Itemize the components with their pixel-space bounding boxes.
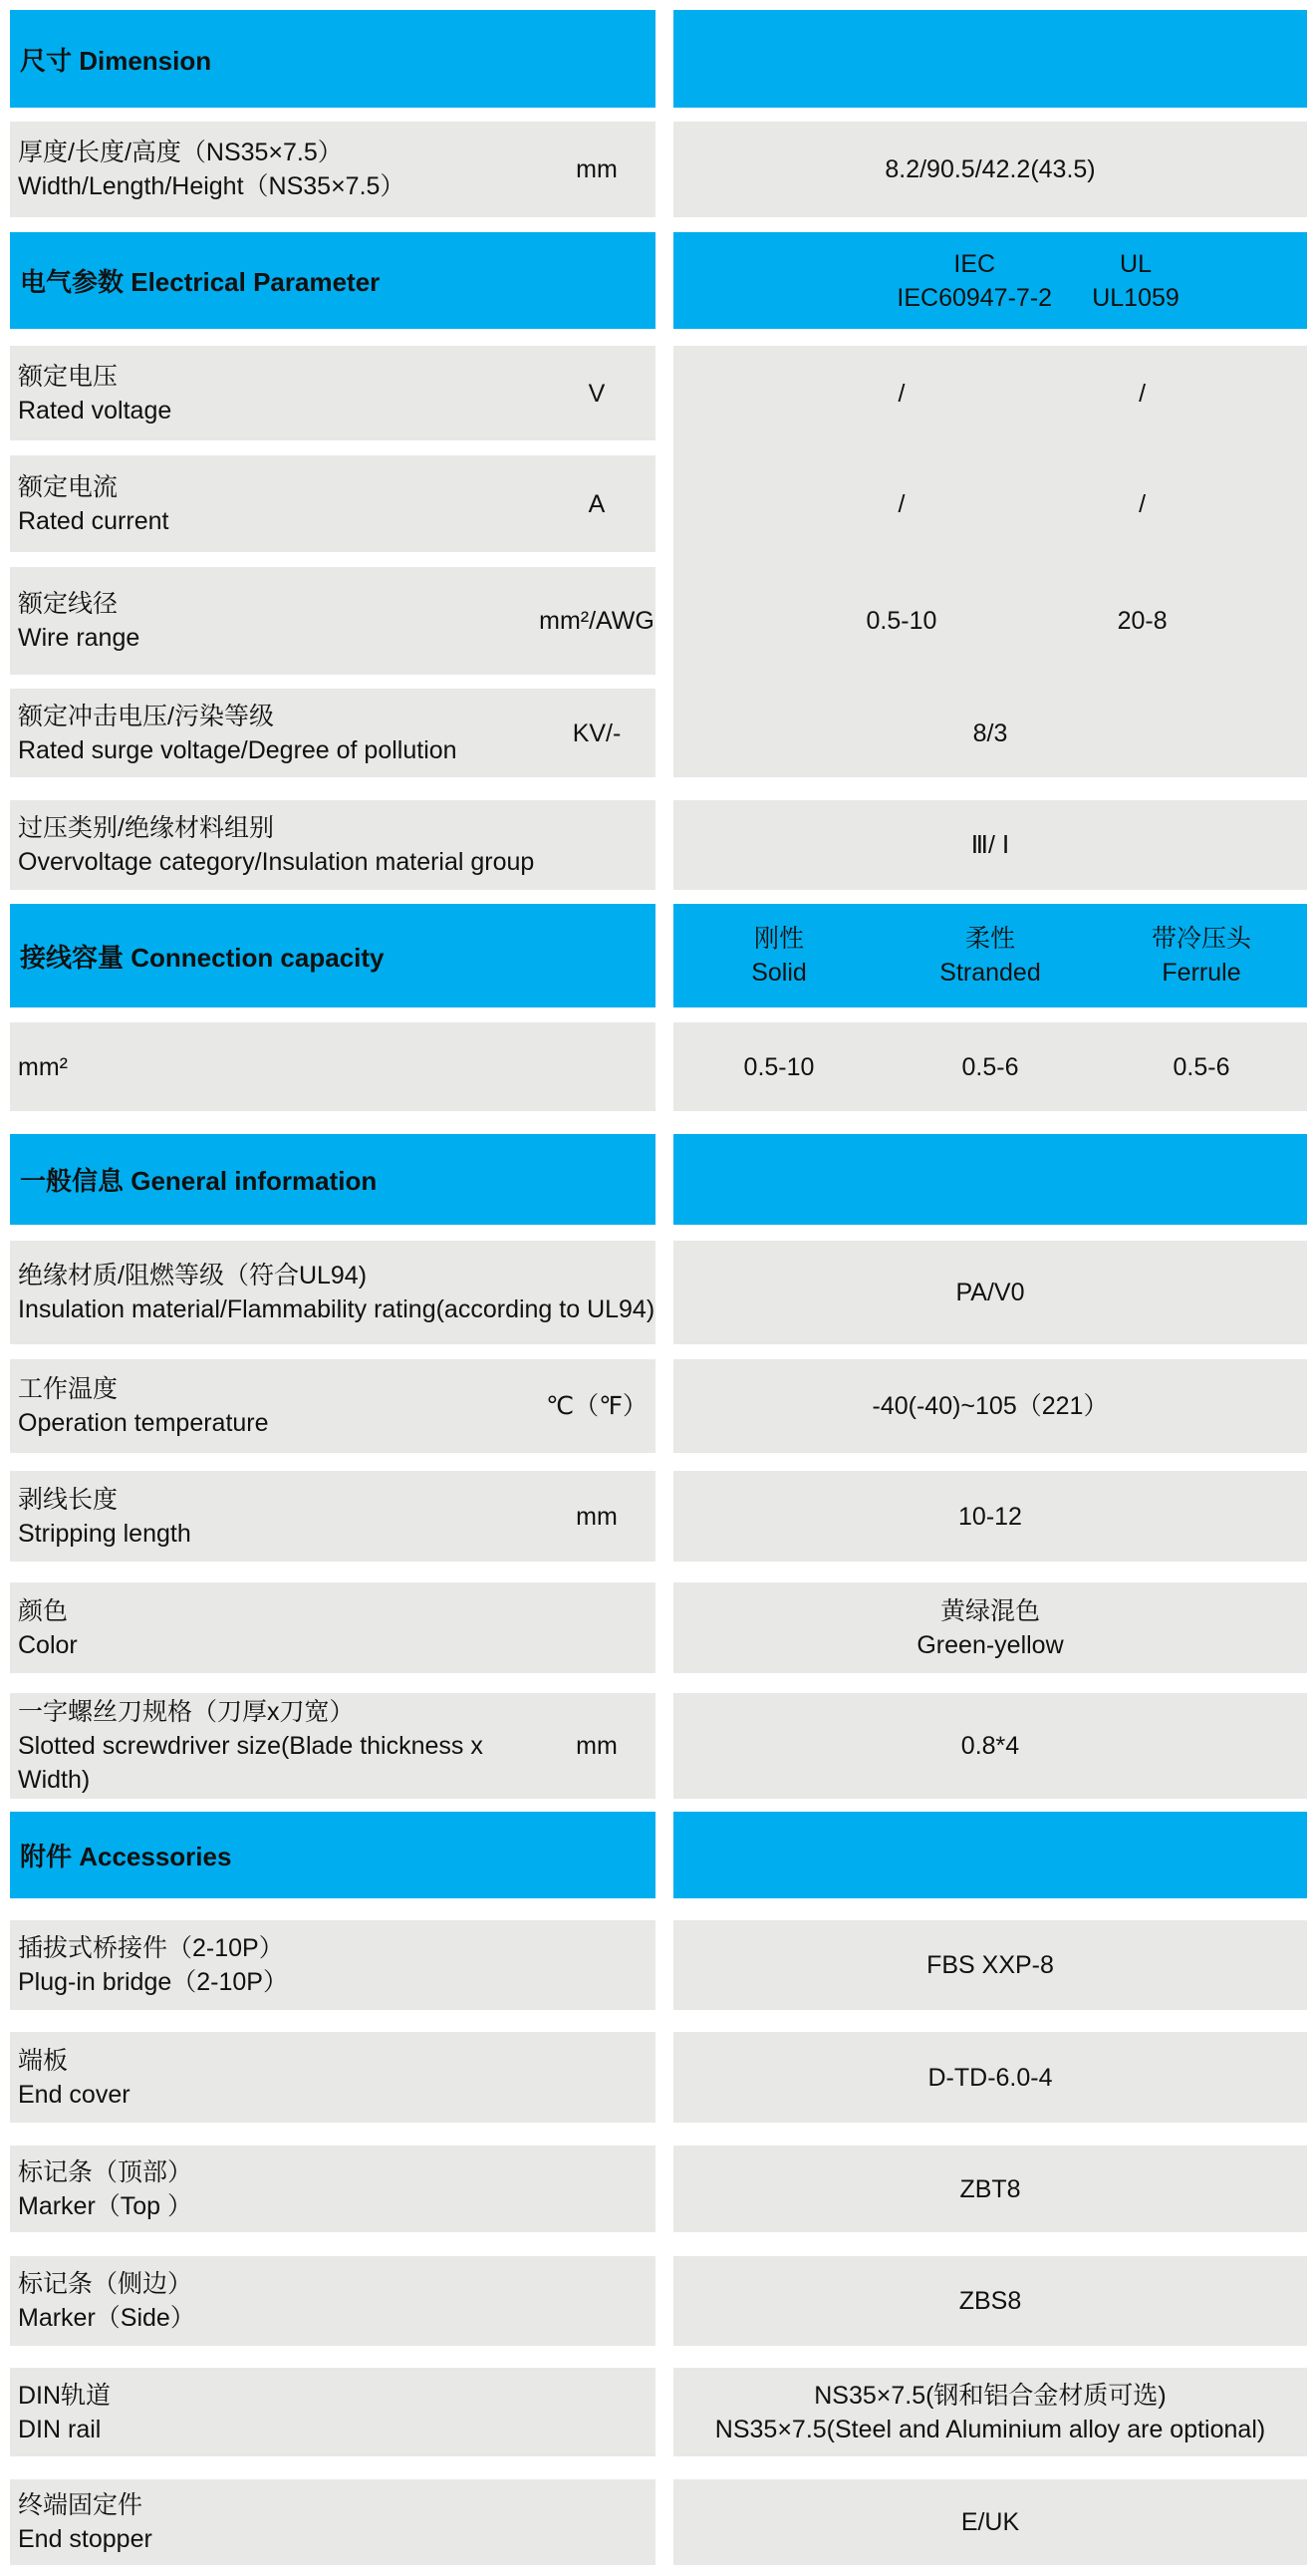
row-value: ZBS8 <box>673 2256 1307 2346</box>
row-surge-voltage <box>10 689 655 777</box>
standard-ul <box>1055 247 1216 315</box>
label-cn: 标记条（侧边） <box>18 2270 193 2298</box>
electrical-group-values <box>673 346 1307 777</box>
value-cn: NS35×7.5(钢和铝合金材质可选) <box>814 2381 1167 2410</box>
label-cn: mm² <box>18 1052 68 1081</box>
row-marker-top <box>10 2146 1307 2232</box>
value-en: Green-yellow <box>916 1630 1064 1659</box>
row-screwdriver-label-cell <box>10 1693 655 1799</box>
row-din-rail <box>10 2368 1307 2456</box>
standard-ul-name: UL <box>1120 249 1152 278</box>
column-stranded-cn: 柔性 <box>964 925 1015 953</box>
row-value: -40(-40)~105（221） <box>673 1359 1307 1453</box>
label-cn: 终端固定件 <box>18 2491 143 2519</box>
section-header-general <box>10 1134 1307 1225</box>
row-label <box>18 1259 655 1326</box>
row-insulation <box>10 1241 1307 1344</box>
row-label <box>18 360 538 428</box>
row-unit: ℃（℉） <box>546 1392 648 1420</box>
row-label <box>18 1594 655 1662</box>
value-two-line <box>916 1594 1063 1662</box>
row-label <box>18 1050 655 1084</box>
section-header-connection <box>10 904 1307 1007</box>
row-temperature-label-cell <box>10 1359 655 1453</box>
standard-iec <box>894 247 1055 315</box>
value-stranded: 0.5-6 <box>961 1052 1019 1081</box>
column-solid-en: Solid <box>751 959 807 987</box>
row-screwdriver <box>10 1693 1307 1799</box>
label-en: End cover <box>18 2080 131 2109</box>
label-cn: DIN轨道 <box>18 2381 112 2410</box>
connection-columns-header <box>673 904 1307 1007</box>
row-label <box>18 2155 655 2223</box>
electrical-group <box>10 346 1307 777</box>
row-din-rail-value <box>673 2368 1307 2456</box>
value-ul: / <box>1139 379 1147 408</box>
section-title-general: 一般信息 General information <box>10 1134 655 1225</box>
label-en: Overvoltage category/Insulation material group <box>18 848 535 876</box>
label-en: Slotted screwdriver size(Blade thickness x Width) <box>18 1732 483 1794</box>
electrical-standards-header <box>673 232 1307 329</box>
section-header-spacer <box>673 10 1307 108</box>
label-en: Plug-in bridge（2-10P） <box>18 1968 288 1996</box>
row-value: 8.2/90.5/42.2(43.5) <box>673 122 1307 217</box>
column-stranded-en: Stranded <box>939 959 1041 987</box>
row-label <box>18 587 538 655</box>
label-en: Marker（Top ） <box>18 2191 193 2220</box>
row-label <box>18 2379 655 2446</box>
row-unit: mm <box>576 155 618 183</box>
row-bridge <box>10 1920 1307 2010</box>
row-label <box>18 811 655 879</box>
label-cn: 厚度/长度/高度（NS35×7.5） <box>18 139 343 166</box>
section-title-accessories: 附件 Accessories <box>10 1812 655 1898</box>
row-label <box>18 1483 538 1551</box>
row-marker-side-label-cell <box>10 2256 655 2346</box>
label-cn: 过压类别/绝缘材料组别 <box>18 814 274 842</box>
label-en: DIN rail <box>18 2415 102 2443</box>
label-cn: 颜色 <box>18 1596 69 1625</box>
section-header-spacer <box>673 1812 1307 1898</box>
row-bridge-label-cell <box>10 1920 655 2010</box>
row-value: 0.8*4 <box>673 1693 1307 1799</box>
row-capacity <box>10 1022 1307 1111</box>
row-marker-side <box>10 2256 1307 2346</box>
section-title-connection: 接线容量 Connection capacity <box>10 904 655 1007</box>
row-rated-voltage <box>10 346 655 440</box>
row-unit: mm <box>576 1732 618 1760</box>
row-value: Ⅲ/ Ⅰ <box>673 800 1307 890</box>
value-ferrule: 0.5-6 <box>1173 1052 1230 1081</box>
column-stranded <box>885 922 1096 990</box>
row-insulation-label-cell <box>10 1241 655 1344</box>
row-value: PA/V0 <box>673 1241 1307 1344</box>
label-en: Color <box>18 1630 78 1659</box>
row-color-value <box>673 1582 1307 1673</box>
label-cn: 标记条（顶部） <box>18 2157 193 2186</box>
value-cn: 黄绿混色 <box>939 1596 1040 1625</box>
column-solid-cn: 刚性 <box>753 925 804 953</box>
section-header-spacer <box>673 1134 1307 1225</box>
value-iec: / <box>898 379 906 408</box>
label-cn: 端板 <box>18 2046 69 2075</box>
column-ferrule-en: Ferrule <box>1162 959 1241 987</box>
row-endcover <box>10 2032 1307 2123</box>
row-dimensions-label-cell <box>10 122 655 217</box>
label-cn: 插拔式桥接件（2-10P） <box>18 1934 284 1962</box>
row-value: 10-12 <box>673 1471 1307 1562</box>
label-cn: 一字螺丝刀规格（刀厚x刀宽） <box>18 1698 355 1726</box>
label-en: Rated voltage <box>18 396 172 425</box>
row-end-stopper-label-cell <box>10 2479 655 2565</box>
values-wire-range <box>673 567 1307 675</box>
row-value: FBS XXP-8 <box>673 1920 1307 2010</box>
row-temperature <box>10 1359 1307 1453</box>
row-unit: V <box>588 379 606 408</box>
values-rated-current <box>673 455 1307 552</box>
label-en: Rated surge voltage/Degree of pollution <box>18 735 457 764</box>
label-en: Width/Length/Height（NS35×7.5） <box>18 172 405 200</box>
row-marker-top-label-cell <box>10 2146 655 2232</box>
row-unit: A <box>588 489 606 518</box>
value-iec: 0.5-10 <box>866 607 937 635</box>
row-value: E/UK <box>673 2479 1307 2565</box>
row-wire-range <box>10 567 655 675</box>
row-color <box>10 1582 1307 1673</box>
row-overvoltage <box>10 800 1307 890</box>
row-value: D-TD-6.0-4 <box>673 2032 1307 2123</box>
section-title-dimension: 尺寸 Dimension <box>10 10 655 108</box>
label-cn: 额定线径 <box>18 590 119 618</box>
label-cn: 绝缘材质/阻燃等级（符合UL94) <box>18 1262 368 1289</box>
section-header-dimension <box>10 10 1307 108</box>
label-en: Insulation material/Flammability rating(according to UL94) <box>18 1295 655 1323</box>
label-en: Marker（Side） <box>18 2304 195 2332</box>
values-rated-voltage <box>673 346 1307 440</box>
value-ul: / <box>1139 489 1147 518</box>
electrical-group-labels <box>10 346 655 777</box>
row-unit: mm²/AWG <box>539 607 654 635</box>
label-en: Stripping length <box>18 1519 191 1548</box>
column-solid <box>673 922 885 990</box>
label-cn: 额定电压 <box>18 362 119 391</box>
row-capacity-label-cell <box>10 1022 655 1111</box>
value-solid: 0.5-10 <box>743 1052 815 1081</box>
row-color-label-cell <box>10 1582 655 1673</box>
label-cn: 额定冲击电压/污染等级 <box>18 702 274 730</box>
row-value: ZBT8 <box>673 2146 1307 2232</box>
row-stripping-label-cell <box>10 1471 655 1562</box>
label-en: Rated current <box>18 506 169 535</box>
section-title-electrical: 电气参数 Electrical Parameter <box>10 232 655 329</box>
row-label <box>18 2044 655 2112</box>
label-en: Wire range <box>18 624 140 652</box>
row-rated-current <box>10 455 655 552</box>
value-en: NS35×7.5(Steel and Aluminium alloy are optional) <box>714 2415 1266 2443</box>
row-label <box>18 1931 655 1999</box>
label-cn: 额定电流 <box>18 472 119 501</box>
standard-iec-code: IEC60947-7-2 <box>897 283 1053 312</box>
label-cn: 剥线长度 <box>18 1485 119 1514</box>
row-label <box>18 700 538 767</box>
row-label <box>18 2488 655 2556</box>
value-iec: / <box>898 489 906 518</box>
label-cn: 工作温度 <box>18 1375 119 1403</box>
row-unit: KV/- <box>572 718 622 747</box>
standard-ul-code: UL1059 <box>1092 283 1179 312</box>
row-dimensions <box>10 122 1307 217</box>
row-capacity-values <box>673 1022 1307 1111</box>
row-unit: mm <box>576 1502 618 1531</box>
row-label <box>18 1372 538 1440</box>
row-end-stopper <box>10 2479 1307 2565</box>
standard-iec-name: IEC <box>953 249 996 278</box>
row-label <box>18 470 538 538</box>
value-ul: 20-8 <box>1117 607 1168 635</box>
row-endcover-label-cell <box>10 2032 655 2123</box>
row-overvoltage-label-cell <box>10 800 655 890</box>
column-ferrule-cn: 带冷压头 <box>1151 925 1251 953</box>
row-label <box>18 136 538 203</box>
value-surge: 8/3 <box>972 718 1008 747</box>
row-stripping <box>10 1471 1307 1562</box>
row-din-rail-label-cell <box>10 2368 655 2456</box>
column-ferrule <box>1096 922 1307 990</box>
label-en: End stopper <box>18 2525 152 2553</box>
row-label <box>18 1695 538 1797</box>
value-two-line <box>715 2379 1265 2446</box>
section-header-accessories <box>10 1812 1307 1898</box>
section-header-electrical <box>10 232 1307 329</box>
row-label <box>18 2267 655 2335</box>
label-en: Operation temperature <box>18 1409 269 1437</box>
